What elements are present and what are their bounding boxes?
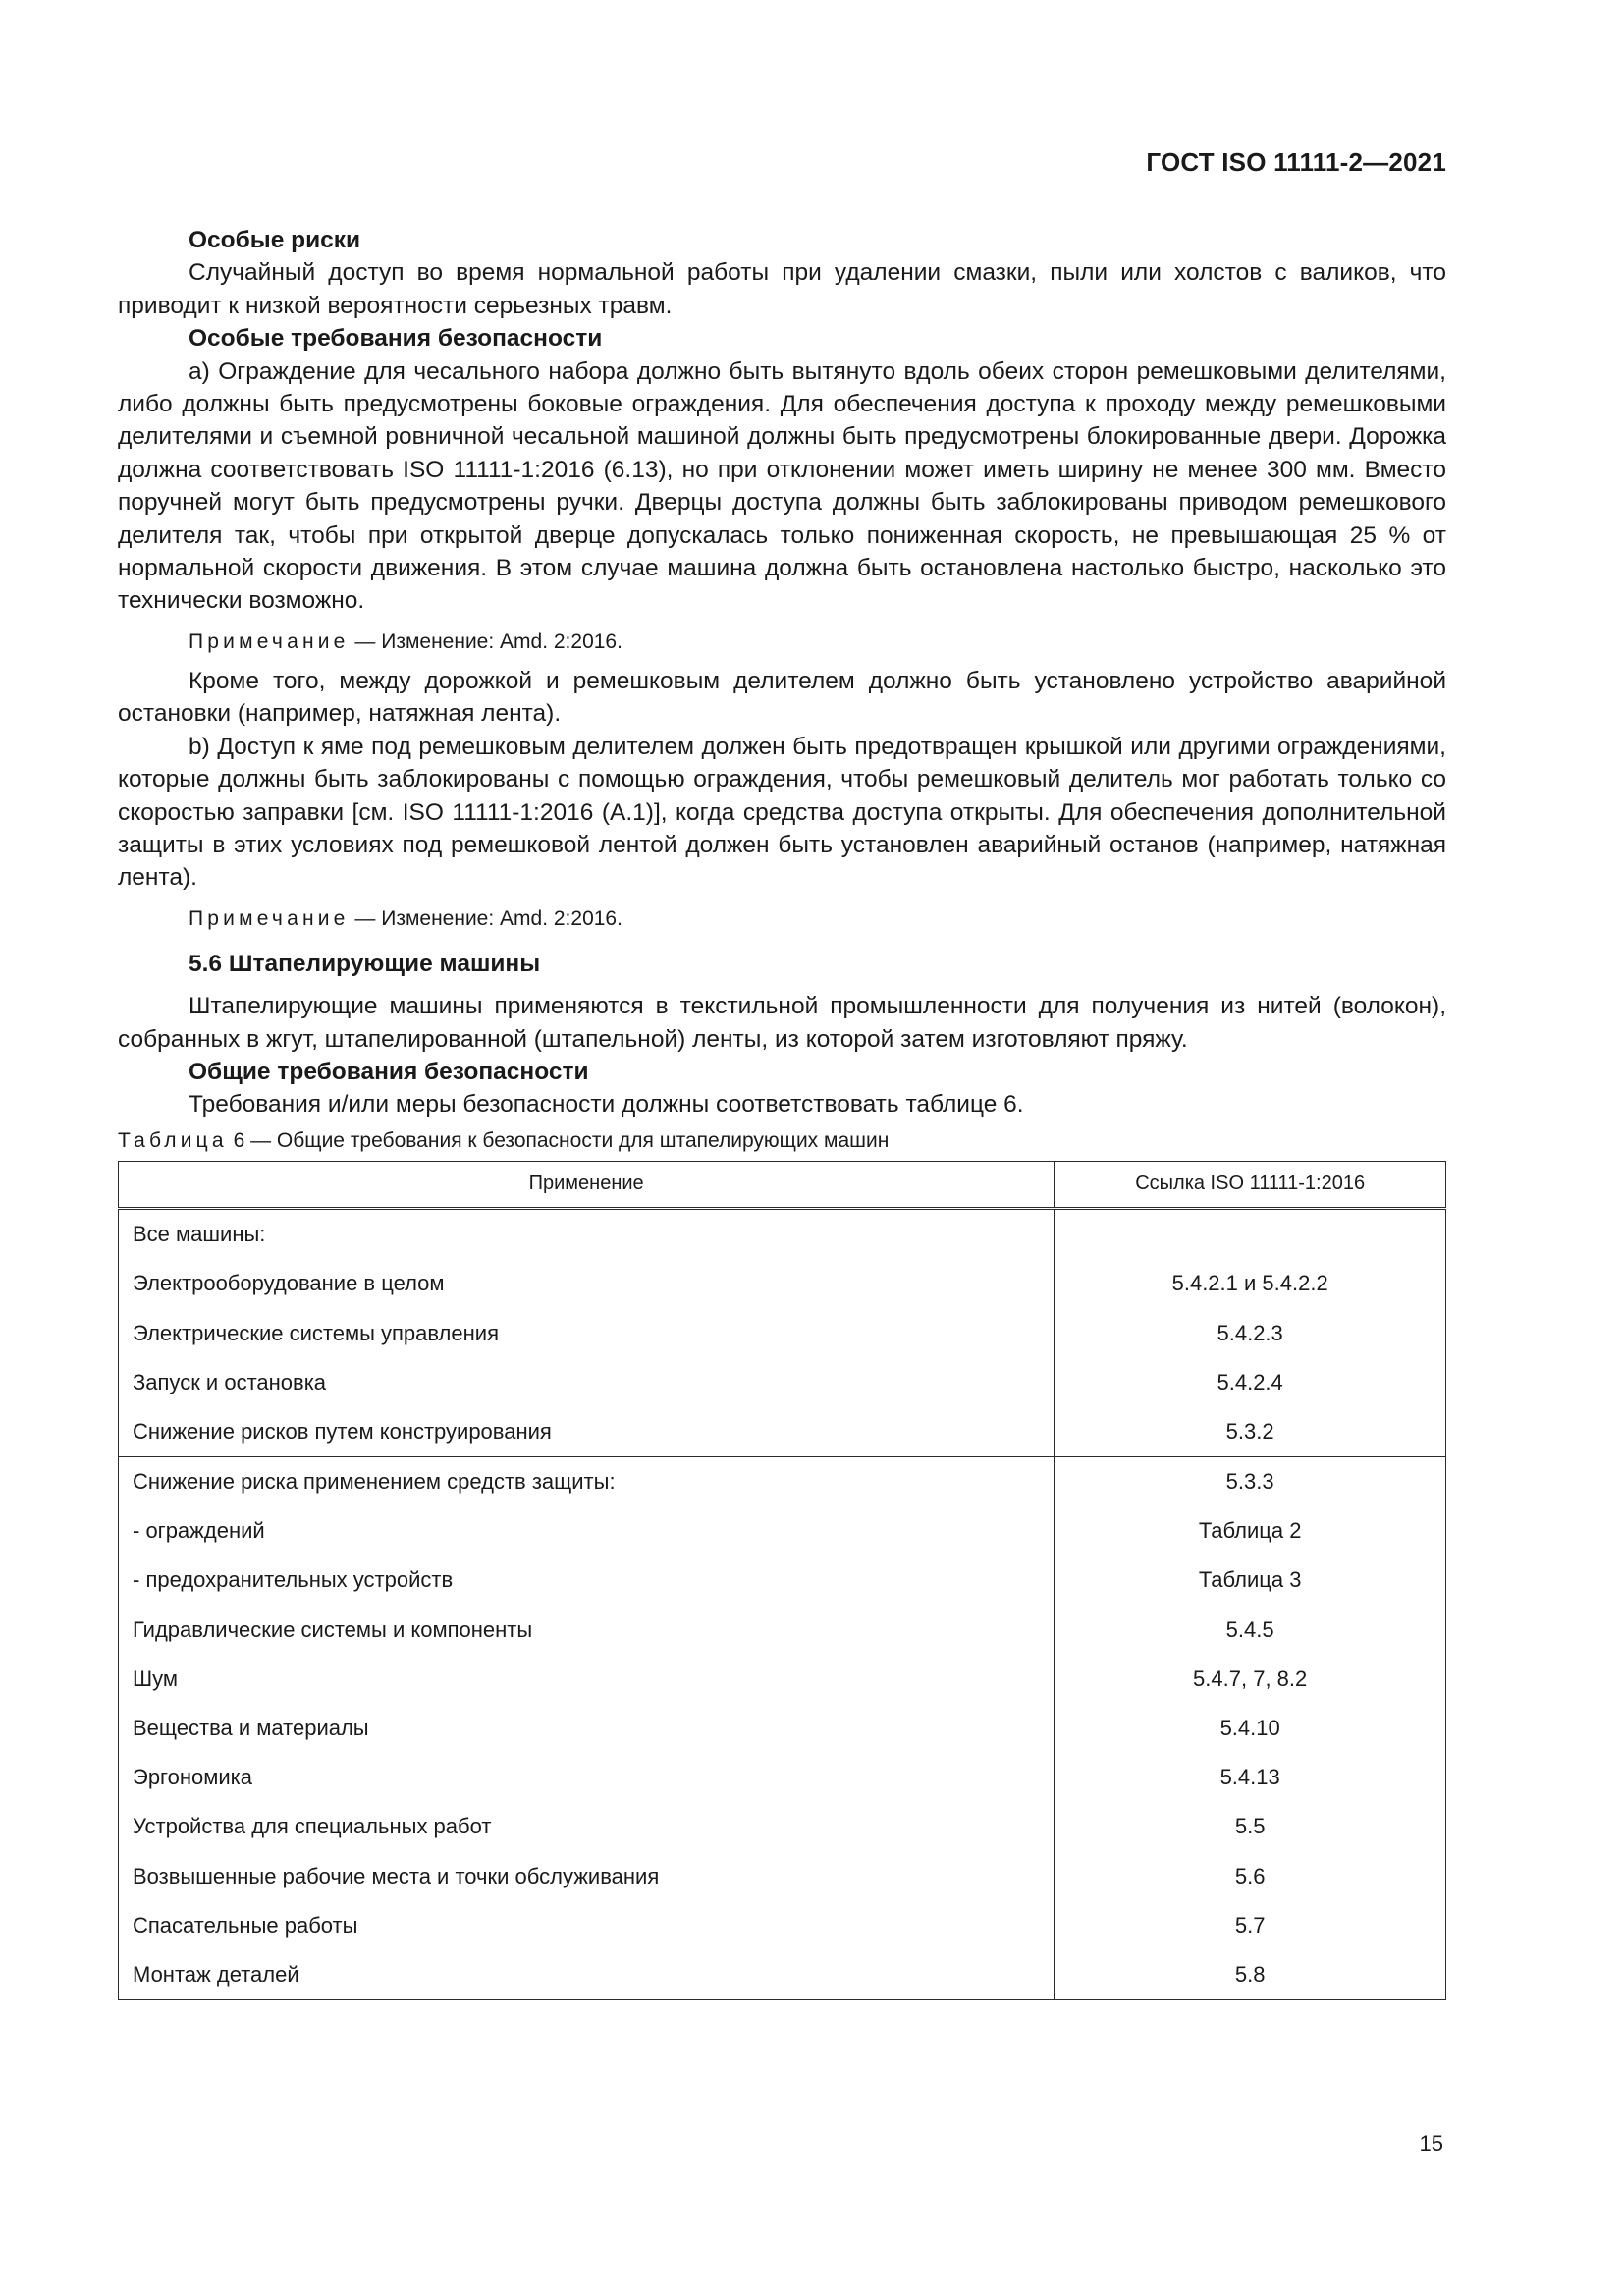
table-cell-application: Монтаж деталей [119,1950,1055,2000]
table-cell-application: Вещества и материалы [119,1704,1055,1753]
table-cell-application: Возвышенные рабочие места и точки обслуживания [119,1851,1055,1900]
table-row [119,1950,1446,2000]
paragraph-a-continued: Кроме того, между дорожкой и ремешковым делителем должно быть установлено устройство аварийной остановки (например, натяжная лента). [118,667,1446,728]
table-caption-text: 6 — Общие требования к безопасности для штапелирующих машин [227,1128,890,1152]
table-header-application: Применение [119,1161,1055,1208]
table-cell-application: Электрооборудование в целом [119,1259,1055,1308]
table-cell-reference: Таблица 2 [1055,1506,1446,1556]
table-cell-application: Эргономика [119,1753,1055,1802]
table-row [119,1605,1446,1654]
requirements-table [118,1161,1446,2000]
table-row [119,1654,1446,1703]
general-requirements-heading: Общие требования безопасности [189,1058,589,1085]
table-cell-application: Спасательные работы [119,1900,1055,1949]
table-cell-reference: 5.4.7, 7, 8.2 [1055,1654,1446,1703]
table-caption-label: Таблица [118,1128,228,1152]
table-cell-reference: 5.4.2.4 [1055,1357,1446,1406]
table-row [119,1308,1446,1357]
note-2-label: Примечание [189,906,350,930]
page-content [118,224,1446,2000]
note-2 [118,904,1446,934]
table-cell-application: Запуск и остановка [119,1357,1055,1406]
table-row [119,1753,1446,1802]
table-cell-application: Гидравлические системы и компоненты [119,1605,1055,1654]
table-cell-reference: 5.4.2.3 [1055,1308,1446,1357]
table-cell-reference: 5.3.2 [1055,1407,1446,1457]
special-risks-paragraph: Случайный доступ во время нормальной работы при удалении смазки, пыли или холстов с валиков, что приводит к низкой вероятности серьезных травм. [118,259,1446,319]
table-cell-reference: 5.7 [1055,1900,1446,1949]
table-row [119,1556,1446,1605]
table-cell-application: Все машины: [119,1208,1055,1259]
table-cell-reference: 5.4.10 [1055,1704,1446,1753]
special-requirements-heading: Особые требования безопасности [189,325,603,353]
table-row [119,1704,1446,1753]
table-cell-reference: 5.8 [1055,1950,1446,2000]
note-2-text: — Изменение: Amd. 2:2016. [349,906,622,930]
table-cell-application: Электрические системы управления [119,1308,1055,1357]
table-row [119,1802,1446,1851]
general-requirements-paragraph: Требования и/или меры безопасности должны соответствовать таблице 6. [189,1091,1024,1119]
table-cell-application: Шум [119,1654,1055,1703]
table-cell-reference: Таблица 3 [1055,1556,1446,1605]
table-cell-reference: 5.5 [1055,1802,1446,1851]
section-heading: 5.6 Штапелирующие машины [189,950,541,977]
table-cell-application: - предохранительных устройств [119,1556,1055,1605]
table-cell-reference [1055,1208,1446,1259]
table-caption [118,1127,1446,1155]
table-row [119,1900,1446,1949]
section-paragraph: Штапелирующие машины применяются в текстильной промышленности для получения из нитей (волокон), собранных в жгут, штапелированной (штапельной) ленты, из которой затем изготовляют пряжу. [118,993,1446,1053]
table-row [119,1506,1446,1556]
table-row [119,1851,1446,1900]
table-header-reference: Ссылка ISO 11111-1:2016 [1055,1161,1446,1208]
note-1 [118,628,1446,657]
note-1-label: Примечание [189,629,350,653]
table-cell-application: Снижение риска применением средств защиты: [119,1456,1055,1506]
table-cell-reference: 5.6 [1055,1851,1446,1900]
paragraph-a: а) Ограждение для чесального набора должно быть вытянуто вдоль обеих сторон ремешковыми делителями, либо должны быть предусмотрены боковые ограждения. Для обеспечения доступа к проходу между ремешковыми делителями и съемной ровничной чесальной машиной должны быть предусмотрены блокированные двери. Дорожка должна соответствовать ISO 11111-1:2016 (6.13), но при отклонении может иметь ширину не менее 300 мм. Вместо поручней могут быть предусмотрены ручки. Дверцы доступа должны быть заблокированы приводом ремешкового делителя так, чтобы при открытой дверце допускалась только пониженная скорость, не превышающая 25 % от нормальной скорости движения. В этом случае машина должна быть остановлена настолько быстро, насколько это технически возможно. [118,357,1446,615]
table-cell-application: Снижение рисков путем конструирования [119,1407,1055,1457]
table-header-row [119,1161,1446,1208]
table-cell-reference: 5.4.13 [1055,1753,1446,1802]
table-cell-application: - ограждений [119,1506,1055,1556]
paragraph-b: b) Доступ к яме под ремешковым делителем должен быть предотвращен крышкой или другими ограждениями, которые должны быть заблокированы с помощью ограждения, чтобы ремешковый делитель мог работать только со скоростью заправки [см. ISO 11111-1:2016 (А.1)], когда средства доступа открыты. Для обеспечения дополнительной защиты в этих условиях под ремешковой лентой должен быть установлен аварийный останов (например, натяжная лента). [118,733,1446,892]
special-risks-heading: Особые риски [189,227,361,253]
note-1-text: — Изменение: Amd. 2:2016. [349,629,622,653]
table-row [119,1456,1446,1506]
table-cell-application: Устройства для специальных работ [119,1802,1055,1851]
table-cell-reference: 5.3.3 [1055,1456,1446,1506]
table-row [119,1407,1446,1457]
table-cell-reference: 5.4.2.1 и 5.4.2.2 [1055,1259,1446,1308]
table-cell-reference: 5.4.5 [1055,1605,1446,1654]
table-row [119,1357,1446,1406]
table-row [119,1208,1446,1259]
table-row [119,1259,1446,1308]
document-code-header: ГОСТ ISO 11111-2—2021 [1146,147,1446,177]
page-number: 15 [1419,2131,1443,2156]
